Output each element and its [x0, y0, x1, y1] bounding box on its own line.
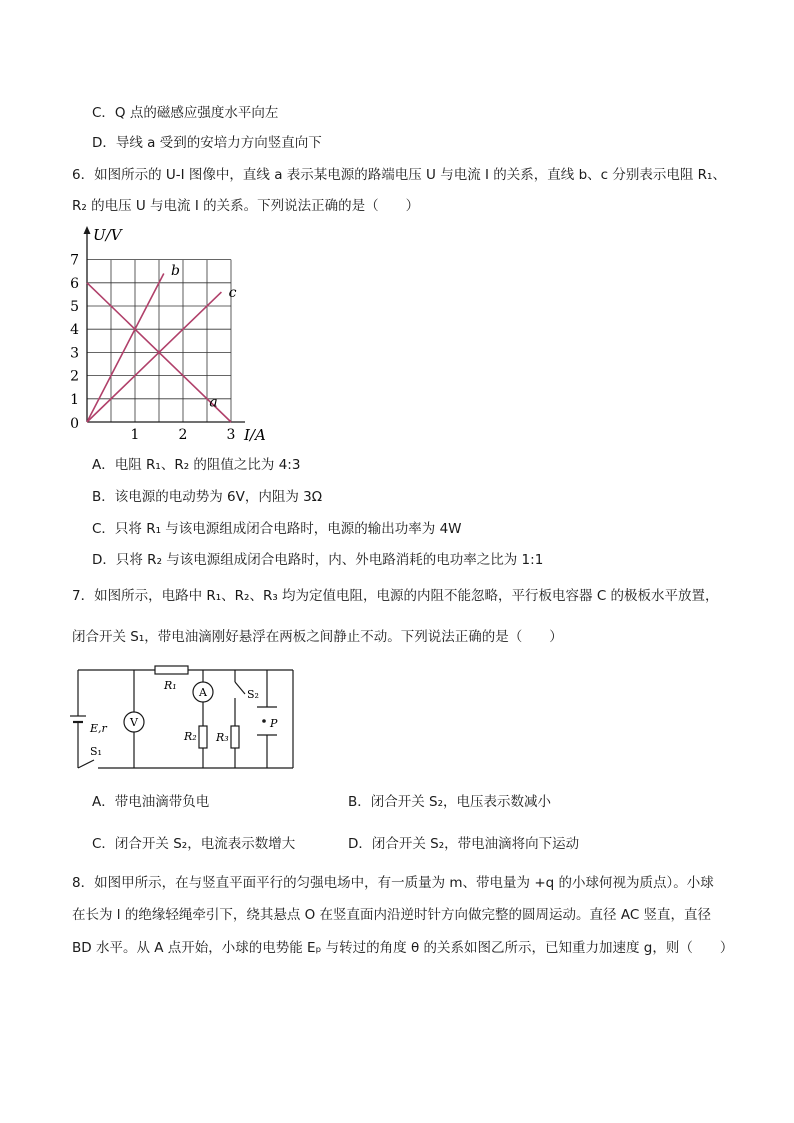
y-axis-arrow [84, 226, 91, 234]
oil-drop-dot [262, 719, 266, 723]
q7-option-b: B．闭合开关 S₂，电压表示数减小 [348, 794, 552, 810]
q7-stem-line1: 7．如图所示，电路中 R₁、R₂、R₃ 均为定值电阻，电源的内阻不能忽略，平行板电容器 C 的极板水平放置， [72, 588, 719, 604]
series-line-c [87, 292, 221, 422]
x-tick-label: 2 [178, 427, 188, 443]
oil-drop-label: P [270, 717, 278, 730]
series-label-b: b [171, 263, 180, 280]
q8-stem-line1: 8．如图甲所示，在与竖直平面平行的匀强电场中，有一质量为 m、带电量为 +q 的小球何视为质点）。小球 [72, 875, 714, 891]
s1-label: S₁ [90, 745, 102, 758]
y-tick-label: 2 [70, 368, 79, 385]
q7-stem-line2: 闭合开关 S₁，带电油滴刚好悬浮在两板之间静止不动。下列说法正确的是（ ） [72, 629, 563, 645]
y-tick-label: 5 [70, 299, 79, 315]
circuit-diagram [68, 660, 300, 776]
q7-options-row2 [92, 834, 580, 854]
y-tick-label: 6 [70, 275, 79, 292]
series-label-c: c [228, 285, 237, 302]
y-tick-label: 4 [70, 322, 79, 339]
q5-option-c: C．Q 点的磁感应强度水平向左 [92, 105, 279, 121]
ui-graph [60, 222, 290, 447]
y-tick-label: 3 [70, 345, 79, 362]
q8-stem-line2: 在长为 l 的绝缘轻绳牵引下，绕其悬点 O 在竖直面内沿逆时针方向做完整的圆周运动。直径 AC 竖直，直径 [72, 907, 712, 923]
q8-stem-line3: BD 水平。从 A 点开始，小球的电势能 Eₚ 与转过的角度 θ 的关系如图乙所示，已知重力加速度 g，则（ ） [72, 940, 734, 956]
q6-stem-line2: R₂ 的电压 U 与电流 I 的关系。下列说法正确的是（ ） [72, 198, 420, 214]
y-axis-title: U/V [93, 226, 122, 244]
q7-option-d: D．闭合开关 S₂，带电油滴将向下运动 [348, 836, 580, 852]
chart-labels [70, 226, 266, 444]
q5-option-d: D．导线 a 受到的安培力方向竖直向下 [92, 135, 322, 151]
series-label-a: a [209, 394, 218, 411]
r3-label: R₃ [216, 731, 229, 744]
y-tick-label: 1 [70, 391, 79, 408]
origin-label: 0 [70, 416, 79, 432]
x-tick-label: 1 [130, 427, 140, 443]
q6-option-a: A．电阻 R₁、R₂ 的阻值之比为 4:3 [92, 457, 301, 473]
chart-axes [84, 226, 246, 422]
q7-option-c: C．闭合开关 S₂，电流表示数增大 [92, 836, 296, 852]
source-label: E,r [90, 722, 107, 735]
x-tick-label: 3 [226, 427, 236, 443]
x-axis-title: I/A [244, 426, 266, 444]
r1-label: R₁ [164, 679, 177, 692]
series-line-b [87, 274, 164, 422]
ammeter-label: A [199, 686, 207, 699]
q7-option-a: A．带电油滴带负电 [92, 794, 210, 810]
q6-stem-line1: 6．如图所示的 U-I 图像中，直线 a 表示某电源的路端电压 U 与电流 I 的关系，直线 b、c 分别表示电阻 R₁、 [72, 167, 726, 183]
q6-option-d: D．只将 R₂ 与该电源组成闭合电路时，内、外电路消耗的电功率之比为 1:1 [92, 552, 544, 568]
s2-label: S₂ [247, 688, 259, 701]
voltmeter-label: V [130, 716, 138, 729]
q6-option-c: C．只将 R₁ 与该电源组成闭合电路时，电源的输出功率为 4W [92, 521, 462, 537]
q7-options-row1 [92, 792, 552, 812]
y-tick-label: 7 [70, 252, 79, 269]
r2-label: R₂ [184, 730, 197, 743]
q6-option-b: B．该电源的电动势为 6V，内阻为 3Ω [92, 489, 323, 505]
